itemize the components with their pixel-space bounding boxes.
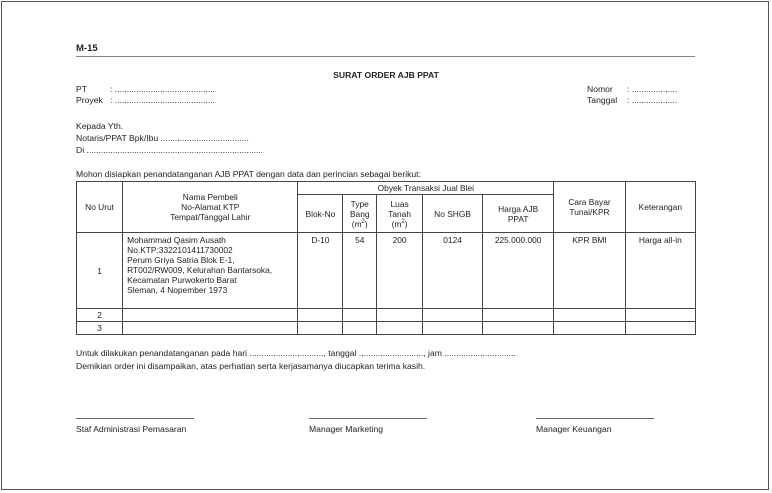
- table-row: [77, 322, 696, 335]
- header-luas-line-1: Luas: [390, 198, 409, 209]
- row-1-harga: 225.000.000: [482, 233, 553, 309]
- row-1-shgb: 0124: [423, 233, 483, 309]
- buyer-birth: Sleman, 4 Nopember 1973: [127, 285, 228, 295]
- address-line-3: Di ..........................................................................: [76, 145, 264, 155]
- signature-manager-keuangan: Manager Keuangan: [536, 424, 612, 434]
- header-nama-pembeli: [123, 182, 298, 233]
- header-cara-line-2: Tunai/KPR: [569, 207, 610, 217]
- tanggal-value: : ...................: [627, 95, 678, 105]
- header-nama-pembeli-line-3: Tempat/Tanggal Lahir: [170, 212, 251, 222]
- address-line-1: Kepada Yth.: [76, 121, 124, 131]
- header-nama-pembeli-line-2: No-Alamat KTP: [181, 202, 240, 212]
- header-cara-bayar: [554, 182, 625, 233]
- closing-line-2: Demikian order ini disampaikan, atas perhatian serta kerjasamanya diucapkan terima kasih.: [76, 361, 426, 371]
- header-luas-unit: $(m^2)$: [391, 218, 408, 229]
- row-1-blok: D-10: [298, 233, 343, 309]
- header-harga-line-2: PPAT: [507, 213, 529, 224]
- document-title: SURAT ORDER AJB PPAT: [333, 70, 439, 80]
- table-row: [77, 309, 696, 322]
- row-1-luas: 200: [377, 233, 423, 309]
- header-blok-no: Blok-No: [298, 195, 343, 233]
- buyer-name: Mohammad Qasim Ausath: [127, 235, 226, 245]
- header-harga-ajb: [482, 195, 553, 233]
- closing-line-1: Untuk dilakukan penandatanganan pada hari ..............................., tanggal ..........................., jam ..............................: [76, 348, 516, 358]
- table-row: [77, 233, 696, 309]
- signature-line-marketing: [309, 418, 427, 419]
- row-1-cara: KPR BMI: [554, 233, 625, 309]
- header-luas-tanah: [377, 195, 423, 233]
- header-type-unit: $(m^2)$: [351, 218, 368, 229]
- document-code: M-15: [76, 43, 98, 54]
- header-type-line-1: Type: [350, 198, 369, 209]
- row-1-keterangan: Harga all-in: [625, 233, 695, 309]
- header-luas-line-2: Tanah: [388, 208, 411, 219]
- signature-manager-marketing: Manager Marketing: [309, 424, 384, 434]
- proyek-value: : ..........................................: [110, 95, 216, 105]
- row-1-no: 1: [77, 233, 123, 309]
- header-keterangan: Keterangan: [625, 182, 695, 233]
- header-nama-pembeli-line-1: Nama Pembeli: [182, 192, 238, 202]
- nomor-label: Nomor: [587, 84, 613, 94]
- row-2-no: 2: [77, 309, 123, 322]
- header-type-bang: [343, 195, 377, 233]
- header-type-line-2: Bang: [349, 208, 370, 219]
- signature-line-staf: [76, 418, 194, 419]
- header-harga-line-1: Harga AJB: [498, 203, 539, 214]
- pt-value: : ..........................................: [110, 84, 216, 94]
- signature-staf-admin: Staf Administrasi Pemasaran: [76, 424, 187, 434]
- buyer-ktp: No.KTP:3322101411730002: [127, 245, 233, 255]
- buyer-address-2: RT002/RW009, Kelurahan Bantarsoka,: [127, 265, 273, 275]
- tanggal-label: Tanggal: [587, 95, 618, 105]
- buyer-address-3: Kecamatan Purwokerto Barat: [127, 275, 237, 285]
- nomor-value: : ...................: [627, 84, 678, 94]
- header-cara-line-1: Cara Bayar: [568, 197, 611, 207]
- signature-line-keuangan: [536, 418, 654, 419]
- header-divider: [76, 56, 695, 57]
- row-1-buyer: [123, 233, 298, 309]
- row-3-no: 3: [77, 322, 123, 335]
- proyek-label: Proyek: [76, 95, 103, 105]
- intro-text: Mohon disiapkan penandatanganan AJB PPAT dengan data dan perincian sebagai berikut:: [76, 169, 421, 179]
- header-no-shgb: No SHGB: [423, 195, 483, 233]
- pt-label: PT: [76, 84, 87, 94]
- buyer-address-1: Perum Griya Satria Blok E-1,: [127, 255, 235, 265]
- header-obyek-transaksi: Obyek Transaksi Jual Blei: [298, 182, 554, 195]
- header-no-urut: No Urut: [77, 182, 123, 233]
- row-1-type: 54: [343, 233, 377, 309]
- address-line-2: Notaris/PPAT Bpk/Ibu .....................................: [76, 133, 249, 143]
- order-table: [76, 181, 696, 335]
